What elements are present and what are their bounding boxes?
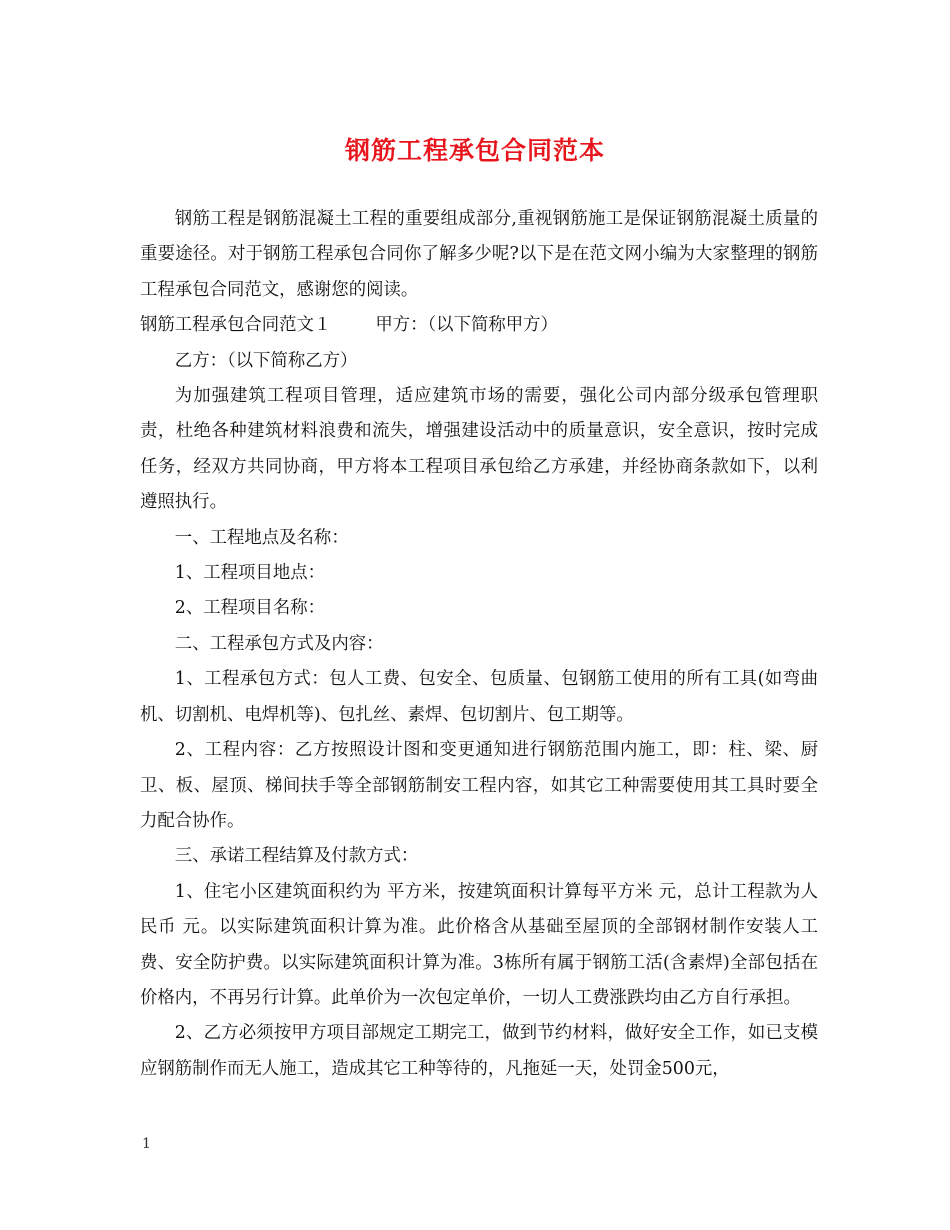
sample-heading: 钢筋工程承包合同范文１ <box>140 315 332 336</box>
section3-item1: 1、住宅小区建筑面积约为 平方米，按建筑面积计算每平方米 元，总计工程款为人民币 元。以实际建筑面积计算为准。此价格含从基础至屋顶的全部钢材制作安装人工费、安全防护费。以实际建筑面积计算为准。3栋所有属于钢筋工活(含素焊)全部包括在价格内，不再另行计算。此单价为一次包定单价，一切人工费涨跌均由乙方自行承担。 <box>140 881 818 1008</box>
section2-title: 二、工程承包方式及内容： <box>174 633 384 654</box>
document-title: 钢筋工程承包合同范本 <box>344 136 605 165</box>
section2-item1: 1、工程承包方式：包人工费、包安全、包质量、包钢筋工使用的所有工具(如弯曲机、切割机、电焊机等)、包扎丝、素焊、包切割片、包工期等。 <box>140 669 818 725</box>
purpose-paragraph: 为加强建筑工程项目管理，适应建筑市场的需要，强化公司内部分级承包管理职责，杜绝各种建筑材料浪费和流失，增强建设活动中的质量意识，安全意识，按时完成任务，经双方共同协商，甲方将本工程项目承包给乙方承建，并经协商条款如下，以利遵照执行。 <box>140 386 818 513</box>
section3-item2: 2、乙方必须按甲方项目部规定工期完工，做到节约材料，做好安全工作，如已支模应钢筋制作而无人施工，造成其它工种等待的，凡拖延一天，处罚金500元， <box>140 1023 818 1079</box>
page-number: 1 <box>142 1136 151 1152</box>
intro-paragraph: 钢筋工程是钢筋混凝土工程的重要组成部分,重视钢筋施工是保证钢筋混凝土质量的重要途径。对于钢筋工程承包合同你了解多少呢?以下是在范文网小编为大家整理的钢筋工程承包合同范文，感谢您的阅读。 <box>140 209 818 300</box>
section3-title: 三、承诺工程结算及付款方式： <box>174 846 419 867</box>
party-a-line: 甲方：（以下简称甲方） <box>375 315 558 336</box>
section1-item2: 2、工程项目名称： <box>174 598 325 619</box>
section1-item1: 1、工程项目地点： <box>174 563 325 584</box>
section2-item2: 2、工程内容：乙方按照设计图和变更通知进行钢筋范围内施工，即：柱、梁、厨卫、板、屋顶、梯间扶手等全部钢筋制安工程内容，如其它工种需要使用其工具时要全力配合协作。 <box>140 740 818 831</box>
document-body <box>140 202 818 1087</box>
section1-title: 一、工程地点及名称： <box>174 527 349 548</box>
sample-heading-line <box>140 308 818 343</box>
party-b-line: 乙方：（以下简称乙方） <box>174 350 358 371</box>
